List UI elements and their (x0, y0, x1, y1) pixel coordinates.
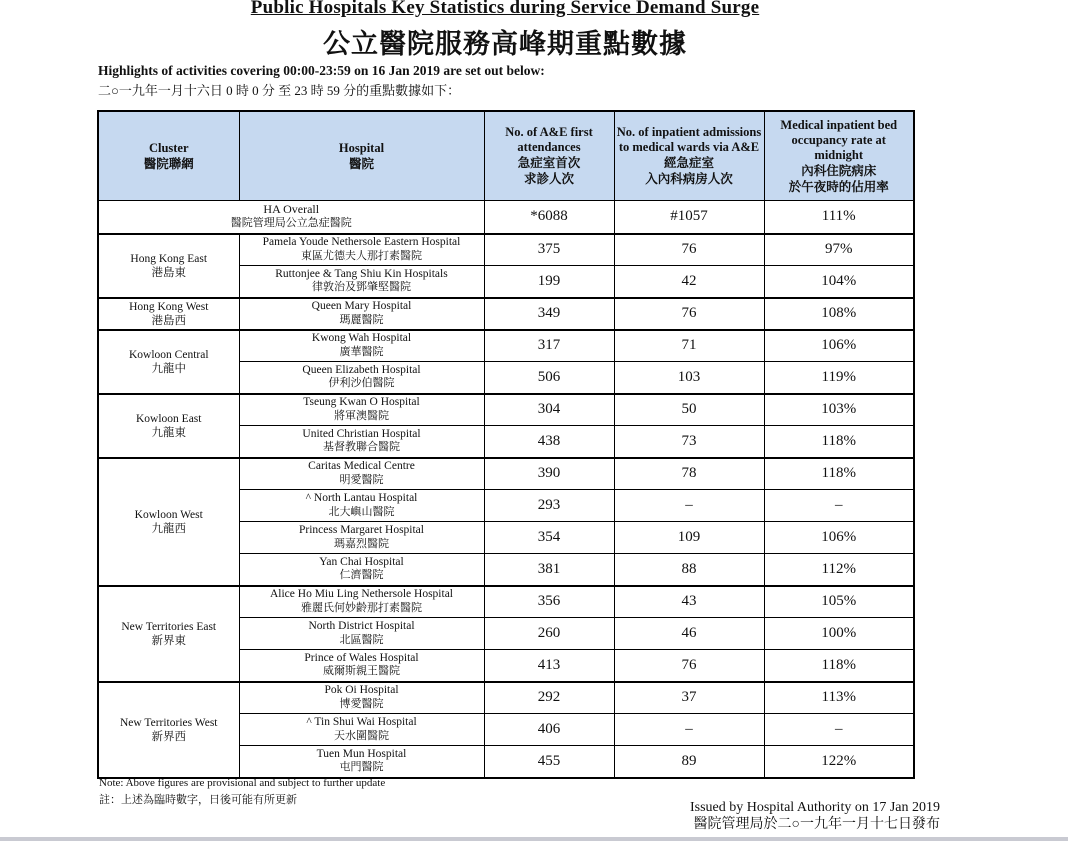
hospital-name-zh: 仁濟醫院 (339, 569, 384, 582)
ha-overall-name-en: HA Overall (263, 202, 320, 217)
table-row (98, 234, 914, 266)
cluster-cell-kowloon-east (98, 394, 239, 458)
hospital-name-zh: 明愛醫院 (339, 473, 384, 486)
adm-value: 37 (614, 682, 764, 714)
cluster-name-zh: 港島東 (151, 266, 186, 279)
header-row (98, 111, 914, 201)
hospital-name-zh: 廣華醫院 (339, 345, 384, 358)
header-adm-en: No. of inpatient admissions to medical wards via A&E (616, 125, 762, 154)
subtitle-en: Highlights of activities covering 00:00-23:59 on 16 Jan 2019 are set out below: (98, 63, 545, 78)
cluster-name-en: Kowloon West (134, 508, 203, 521)
hospital-cell (239, 266, 484, 298)
occ-value: 118% (764, 426, 914, 458)
hospital-name-zh: 天水圍醫院 (334, 729, 389, 742)
occ-value: 104% (764, 266, 914, 298)
hospital-cell (239, 490, 484, 522)
hospital-name-zh: 雅麗氏何妙齡那打素醫院 (301, 601, 422, 614)
adm-value: 46 (614, 618, 764, 650)
adm-value: – (614, 714, 764, 746)
cluster-cell-kowloon-west (98, 458, 239, 586)
occ-value: – (764, 490, 914, 522)
hospital-name-en: Prince of Wales Hospital (304, 651, 419, 664)
header-cluster-zh: 醫院聯網 (143, 156, 194, 171)
occ-value: 97% (764, 234, 914, 266)
hospital-name-en: Queen Elizabeth Hospital (302, 363, 421, 376)
hospital-name-zh: 基督教聯合醫院 (323, 441, 400, 454)
ae-value: 292 (484, 682, 614, 714)
hospital-cell (239, 298, 484, 330)
ha-overall-cell (98, 201, 484, 234)
adm-value: – (614, 490, 764, 522)
table-row (98, 330, 914, 362)
hospital-name-en: Tuen Mun Hospital (316, 747, 407, 760)
cluster-name-zh: 港島西 (151, 314, 186, 327)
table-row (98, 458, 914, 490)
cluster-cell-new-territories-west (98, 682, 239, 778)
header-ae-zh2: 求診人次 (523, 172, 574, 186)
hospital-name-zh: 瑪嘉烈醫院 (334, 537, 389, 550)
ae-value: 438 (484, 426, 614, 458)
hospital-name-en: Princess Margaret Hospital (299, 524, 424, 536)
ae-value: 354 (484, 522, 614, 554)
hospital-name-en: Pamela Youde Nethersole Eastern Hospital (262, 236, 461, 249)
header-admissions (614, 111, 764, 201)
adm-value: 109 (614, 522, 764, 554)
hospital-cell (239, 234, 484, 266)
table-row-ha-overall (98, 201, 914, 234)
occ-value: 119% (764, 362, 914, 394)
ae-value: 381 (484, 554, 614, 586)
issued-by-block (97, 799, 940, 833)
cluster-name-en: Hong Kong West (129, 300, 209, 313)
occ-value: 118% (764, 458, 914, 490)
hospital-name-en: Queen Mary Hospital (311, 300, 412, 312)
ae-value: 317 (484, 330, 614, 362)
hospital-name-en: Tseung Kwan O Hospital (303, 396, 420, 409)
hospital-name-zh: 伊利沙伯醫院 (328, 377, 395, 390)
hospital-cell (239, 650, 484, 682)
header-hospital-zh: 醫院 (348, 156, 374, 171)
ae-value: 506 (484, 362, 614, 394)
hospital-name-en: North District Hospital (308, 620, 415, 632)
hospital-name-en: United Christian Hospital (302, 427, 421, 440)
hospital-name-en: Alice Ho Miu Ling Nethersole Hospital (269, 588, 453, 601)
occ-value: 105% (764, 586, 914, 618)
hospital-name-en: ^ Tin Shui Wai Hospital (306, 716, 417, 728)
ae-value: 390 (484, 458, 614, 490)
hospital-name-en: Yan Chai Hospital (319, 555, 404, 568)
window-bottom-edge (0, 837, 1068, 841)
page-title-zh: 公立醫院服務高峰期重點數據 (323, 29, 687, 59)
table-row (98, 682, 914, 714)
hospital-name-en: ^ North Lantau Hospital (305, 492, 418, 504)
ae-value: 406 (484, 714, 614, 746)
adm-value: 89 (614, 746, 764, 778)
cluster-name-en: Hong Kong East (130, 252, 208, 265)
ae-value: 304 (484, 394, 614, 426)
adm-value: 50 (614, 394, 764, 426)
hospital-cell (239, 426, 484, 458)
hospital-cell (239, 330, 484, 362)
hospital-name-zh: 東區尤德夫人那打素醫院 (301, 249, 422, 262)
ha-overall-adm-value: #1057 (614, 201, 764, 234)
header-ae-en: No. of A&E first attendances (505, 125, 593, 154)
hospital-cell (239, 682, 484, 714)
occ-value: 118% (764, 650, 914, 682)
occ-value: 112% (764, 554, 914, 586)
adm-value: 78 (614, 458, 764, 490)
hospital-cell (239, 586, 484, 618)
cluster-cell-hong-kong-west (98, 298, 239, 330)
hospital-cell (239, 554, 484, 586)
cluster-cell-kowloon-central (98, 330, 239, 394)
cluster-cell-new-territories-east (98, 586, 239, 682)
ae-value: 199 (484, 266, 614, 298)
ha-overall-occ-value: 111% (764, 201, 914, 234)
cluster-cell-hong-kong-east (98, 234, 239, 298)
hospital-cell (239, 522, 484, 554)
ae-value: 413 (484, 650, 614, 682)
hospital-name-zh: 北大嶼山醫院 (328, 505, 395, 518)
occ-value: 106% (764, 330, 914, 362)
adm-value: 71 (614, 330, 764, 362)
cluster-name-en: Kowloon East (136, 412, 202, 425)
header-cluster-en: Cluster (148, 140, 189, 155)
cluster-name-en: New Territories West (120, 716, 218, 729)
hospital-name-zh: 北區醫院 (339, 633, 384, 646)
ha-overall-name-zh: 醫院管理局公立急症醫院 (230, 216, 352, 229)
hospital-cell (239, 394, 484, 426)
header-occ-zh2: 於午夜時的佔用率 (788, 179, 889, 194)
header-ae-zh1: 急症室首次 (517, 156, 581, 170)
hospital-cell (239, 362, 484, 394)
ae-value: 356 (484, 586, 614, 618)
occ-value: 106% (764, 522, 914, 554)
header-hospital-en: Hospital (338, 140, 385, 155)
header-adm-zh1: 經急症室 (663, 156, 714, 170)
cluster-name-en: New Territories East (121, 620, 217, 633)
hospital-cell (239, 714, 484, 746)
adm-value: 88 (614, 554, 764, 586)
header-occ-zh1: 內科住院病床 (801, 163, 877, 178)
occ-value: 108% (764, 298, 914, 330)
ha-overall-ae-value: *6088 (484, 201, 614, 234)
adm-value: 76 (614, 298, 764, 330)
cluster-name-zh: 新界東 (151, 634, 186, 647)
adm-value: 76 (614, 234, 764, 266)
cluster-name-zh: 九龍西 (151, 522, 186, 535)
cluster-name-en: Kowloon Central (128, 348, 209, 361)
header-adm-zh2: 入內科病房人次 (645, 172, 733, 186)
cluster-name-zh: 新界西 (151, 730, 186, 743)
hospital-name-en: Ruttonjee & Tang Shiu Kin Hospitals (275, 267, 448, 280)
hospital-name-zh: 博愛醫院 (339, 697, 384, 710)
hospital-cell (239, 458, 484, 490)
ae-value: 455 (484, 746, 614, 778)
hospital-cell (239, 746, 484, 778)
occ-value: 100% (764, 618, 914, 650)
footnote-zh: 註：上述為臨時數字，日後可能有所更新 (99, 794, 297, 806)
hospital-name-zh: 屯門醫院 (339, 761, 384, 774)
adm-value: 73 (614, 426, 764, 458)
page-title-en: Public Hospitals Key Statistics during Service Demand Surge (250, 0, 760, 18)
adm-value: 42 (614, 266, 764, 298)
table-row (98, 586, 914, 618)
hospital-cell (239, 618, 484, 650)
hospital-name-zh: 瑪麗醫院 (339, 313, 384, 326)
subtitle-zh: 二○一九年一月十六日 0 時 0 分 至 23 時 59 分的重點數據如下： (98, 83, 461, 98)
issued-by-en: Issued by Hospital Authority on 17 Jan 2019 (689, 800, 940, 815)
hospital-name-en: Pok Oi Hospital (324, 684, 399, 697)
cluster-name-zh: 九龍中 (151, 362, 186, 375)
ae-value: 293 (484, 490, 614, 522)
occ-value: 122% (764, 746, 914, 778)
cluster-name-zh: 九龍東 (151, 426, 186, 439)
ae-value: 375 (484, 234, 614, 266)
occ-value: 103% (764, 394, 914, 426)
adm-value: 76 (614, 650, 764, 682)
table-row (98, 394, 914, 426)
adm-value: 103 (614, 362, 764, 394)
statistics-table (97, 110, 915, 779)
hospital-name-zh: 律敦治及鄧肇堅醫院 (312, 281, 411, 294)
header-occ-en: Medical inpatient bed occupancy rate at midnight (780, 117, 898, 162)
header-cluster (98, 111, 239, 201)
hospital-name-zh: 將軍澳醫院 (334, 409, 389, 422)
header-occupancy (764, 111, 914, 201)
issued-by-zh: 醫院管理局於二○一九年一月十七日發布 (693, 817, 940, 832)
occ-value: – (764, 714, 914, 746)
ae-value: 349 (484, 298, 614, 330)
header-ae-attendances (484, 111, 614, 201)
ae-value: 260 (484, 618, 614, 650)
hospital-name-en: Kwong Wah Hospital (311, 332, 412, 345)
hospital-name-zh: 威爾斯親王醫院 (323, 665, 400, 678)
footnote-en: Note: Above figures are provisional and subject to further update (99, 777, 386, 789)
table-row (98, 298, 914, 330)
header-hospital (239, 111, 484, 201)
occ-value: 113% (764, 682, 914, 714)
adm-value: 43 (614, 586, 764, 618)
hospital-name-en: Caritas Medical Centre (308, 460, 415, 473)
